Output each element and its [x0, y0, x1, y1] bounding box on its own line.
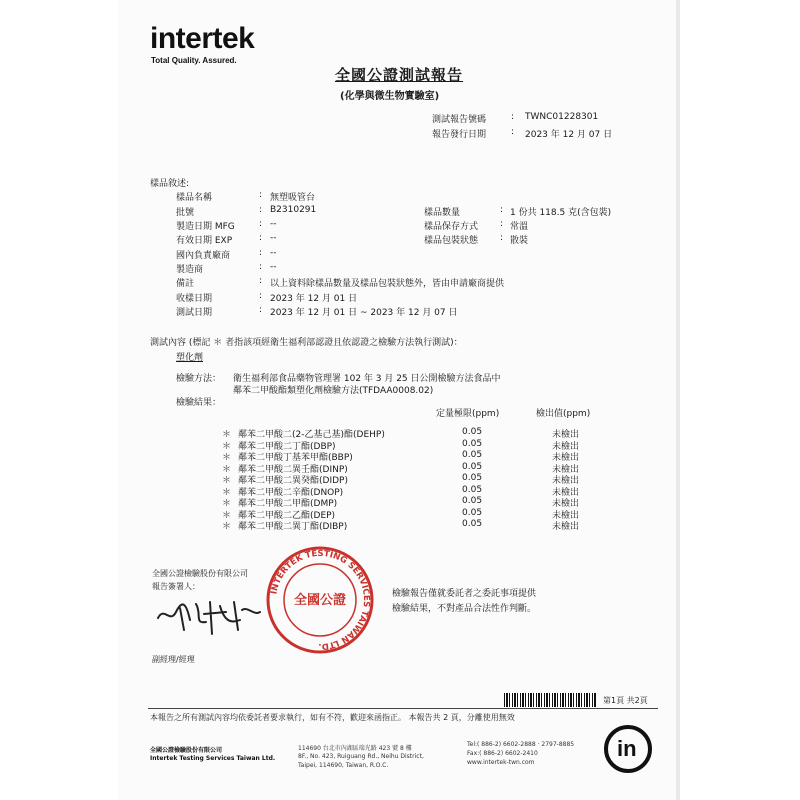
footer-notice: 本報告之所有測試內容均依委託者要求執行，如有不符，歡迎來函指正。 本報告共 2 頁，分離使用無效 [150, 713, 515, 722]
accredited-mark: ＊ [222, 441, 232, 452]
table-row [222, 519, 602, 532]
disclaimer-line-1: 檢驗報告僅就委託者之委託事項提供 [392, 589, 537, 599]
analyte-name: 鄰苯二甲酸二甲酯(DMP) [238, 499, 338, 509]
origin-value: -- [270, 248, 277, 258]
accredited-mark: ＊ [222, 453, 232, 463]
analyte-name: 鄰苯二甲酸二乙酯(DEP) [238, 510, 336, 521]
badge-text: in [617, 736, 637, 761]
test-intro: 測試內容 (標記 ＊ 者指該項經衛生福利部認證且依認證之檢驗方法執行測試)： [150, 338, 463, 348]
footer-company-cn: 全國公證檢驗股份有限公司 [150, 747, 223, 754]
report-subtitle: (化學與微生物實驗室) [340, 91, 440, 102]
method-line-2: 鄰苯二甲酸酯類塑化劑檢驗方法(TFDAA0008.02) [233, 386, 434, 396]
analyte-name: 鄰苯二甲酸二異丁酯(DIBP) [238, 522, 348, 532]
loq-value: 0.05 [462, 427, 483, 437]
analyte-name: 鄰苯二甲酸二(2-乙基己基)酯(DEHP) [238, 430, 385, 440]
page-info: 第1頁 共2頁 [603, 696, 648, 705]
issue-date-value: 2023 年 12 月 07 日 [525, 130, 613, 140]
result-value: 未檢出 [552, 476, 580, 486]
intertek-in-badge-icon [604, 725, 652, 773]
result-value: 未檢出 [552, 453, 580, 463]
footer-address-en-2: Taipei, 114690, Taiwan, R.O.C. [298, 762, 389, 769]
method-label: 檢驗方法： [176, 374, 222, 384]
footer-fax: Fax:( 886-2) 6602-2410 [467, 750, 538, 757]
issue-date-label: 報告發行日期 [432, 130, 487, 140]
table-row [222, 496, 602, 509]
test-item: 塑化劑 [176, 353, 204, 363]
intertek-logo: intertek [150, 22, 255, 55]
mfg-value: -- [270, 219, 277, 229]
result-value: 未檢出 [552, 510, 580, 521]
footer-company-en: Intertek Testing Services Taiwan Ltd. [150, 755, 276, 762]
maker-label: 製造商 [176, 265, 204, 275]
disclaimer-line-2: 檢驗結果，不對產品合法性作判斷。 [392, 604, 537, 614]
colon: : [259, 248, 263, 258]
storage-value: 常溫 [510, 222, 529, 232]
accredited-mark: ＊ [222, 522, 232, 532]
footer-divider [148, 708, 658, 709]
storage-label: 樣品保存方式 [424, 222, 479, 232]
analyte-name: 鄰苯二甲酸丁基苯甲酯(BBP) [238, 453, 353, 463]
result-value: 未檢出 [552, 441, 580, 452]
package-value: 散裝 [510, 236, 529, 246]
accredited-mark: ＊ [222, 430, 232, 440]
lot-label: 批號 [176, 208, 195, 218]
exp-label: 有效日期 EXP [176, 236, 233, 246]
accredited-mark: ＊ [222, 510, 232, 521]
result-value: 未檢出 [552, 499, 580, 509]
mfg-label: 製造日期 MFG [176, 222, 235, 232]
colon: : [259, 262, 263, 272]
result-value: 未檢出 [552, 522, 580, 532]
qty-label: 樣品數量 [424, 208, 461, 218]
accredited-mark: ＊ [222, 487, 232, 498]
package-label: 樣品包裝狀態 [424, 236, 479, 246]
colon: : [511, 127, 515, 137]
signer-label: 報告簽署人： [152, 582, 200, 591]
origin-label: 國內負責廠商 [176, 251, 231, 261]
company-seal [265, 545, 375, 655]
method-line-1: 衛生福利部食品藥物管理署 102 年 3 月 25 日公開檢驗方法食品中 [233, 374, 501, 384]
test-date-label: 測試日期 [176, 308, 213, 318]
loq-value: 0.05 [462, 438, 483, 449]
colon: : [259, 305, 263, 315]
table-row [222, 507, 602, 521]
accredited-mark: ＊ [222, 499, 232, 509]
table-row [222, 473, 602, 486]
maker-value: -- [270, 262, 277, 272]
table-row [222, 461, 602, 475]
result-label: 檢驗結果： [176, 398, 222, 408]
colon: : [259, 219, 263, 229]
footer-address-en-1: 8F., No. 423, Ruiguang Rd., Neihu District, [298, 753, 424, 760]
result-value: 未檢出 [552, 430, 580, 440]
colon: : [500, 219, 504, 229]
colon: : [511, 112, 515, 122]
loq-value: 0.05 [462, 484, 483, 495]
seal-center-text: 全國公證 [293, 593, 347, 608]
lot-value: B2310291 [270, 205, 317, 215]
colon: : [259, 276, 263, 286]
table-row [222, 438, 602, 452]
sample-name-label: 樣品名稱 [176, 193, 213, 203]
colon: : [259, 291, 263, 301]
table-row [222, 427, 602, 440]
test-date-value: 2023 年 12 月 01 日 ~ 2023 年 12 月 07 日 [270, 308, 458, 318]
note-value: 以上資料除樣品數量及樣品包裝狀態外，皆由申請廠商提供 [270, 279, 505, 289]
footer-tel: Tel:( 886-2) 6602-2888 · 2797-8885 [467, 741, 575, 748]
loq-value: 0.05 [462, 473, 483, 483]
report-no-value: TWNC01228301 [525, 112, 599, 122]
exp-value: -- [270, 233, 277, 243]
col-header-loq: 定量極限(ppm) [436, 409, 500, 419]
footer-address-cn: 114690 台北市內湖區瑞光路 423 號 8 樓 [298, 745, 412, 752]
accredited-mark: ＊ [222, 464, 232, 475]
analyte-name: 鄰苯二甲酸二丁酯(DBP) [238, 441, 336, 452]
colon: : [500, 233, 504, 243]
loq-value: 0.05 [462, 461, 483, 472]
table-row [222, 484, 602, 498]
barcode [504, 693, 596, 707]
loq-value: 0.05 [462, 496, 483, 506]
table-row [222, 450, 602, 463]
accredited-mark: ＊ [222, 476, 232, 486]
page-shadow [676, 0, 680, 800]
loq-value: 0.05 [462, 519, 483, 529]
report-title: 全國公證測試報告 [335, 66, 464, 84]
sample-name-value: 無塑吸管台 [270, 193, 316, 203]
result-value: 未檢出 [552, 487, 580, 498]
handwritten-signature [150, 590, 270, 638]
report-no-label: 測試報告號碼 [432, 115, 487, 125]
recv-date-label: 收樣日期 [176, 294, 213, 304]
loq-value: 0.05 [462, 507, 483, 518]
signer-role: 副經理/經理 [152, 655, 195, 664]
logo-tagline: Total Quality. Assured. [151, 56, 237, 65]
qty-value: 1 份共 118.5 克(含包裝) [510, 208, 612, 218]
col-header-result: 檢出值(ppm) [536, 409, 591, 419]
colon: : [259, 205, 263, 215]
seal-outer-text: INTERTEK TESTING SERVICES TAIWAN LTD. [269, 548, 372, 652]
analyte-name: 鄰苯二甲酸二辛酯(DNOP) [238, 487, 344, 498]
result-value: 未檢出 [552, 464, 580, 475]
colon: : [500, 205, 504, 215]
note-label: 備註 [176, 279, 195, 289]
sample-section-label: 樣品敘述: [150, 179, 190, 189]
colon: : [259, 233, 263, 243]
recv-date-value: 2023 年 12 月 01 日 [270, 294, 358, 304]
company-name: 全國公證檢驗股份有限公司 [152, 569, 248, 578]
loq-value: 0.05 [462, 450, 483, 460]
colon: : [259, 190, 263, 200]
analyte-name: 鄰苯二甲酸二異壬酯(DINP) [238, 464, 348, 475]
footer-website: www.intertek-twn.com [467, 759, 535, 766]
analyte-name: 鄰苯二甲酸二異癸酯(DIDP) [238, 476, 348, 486]
